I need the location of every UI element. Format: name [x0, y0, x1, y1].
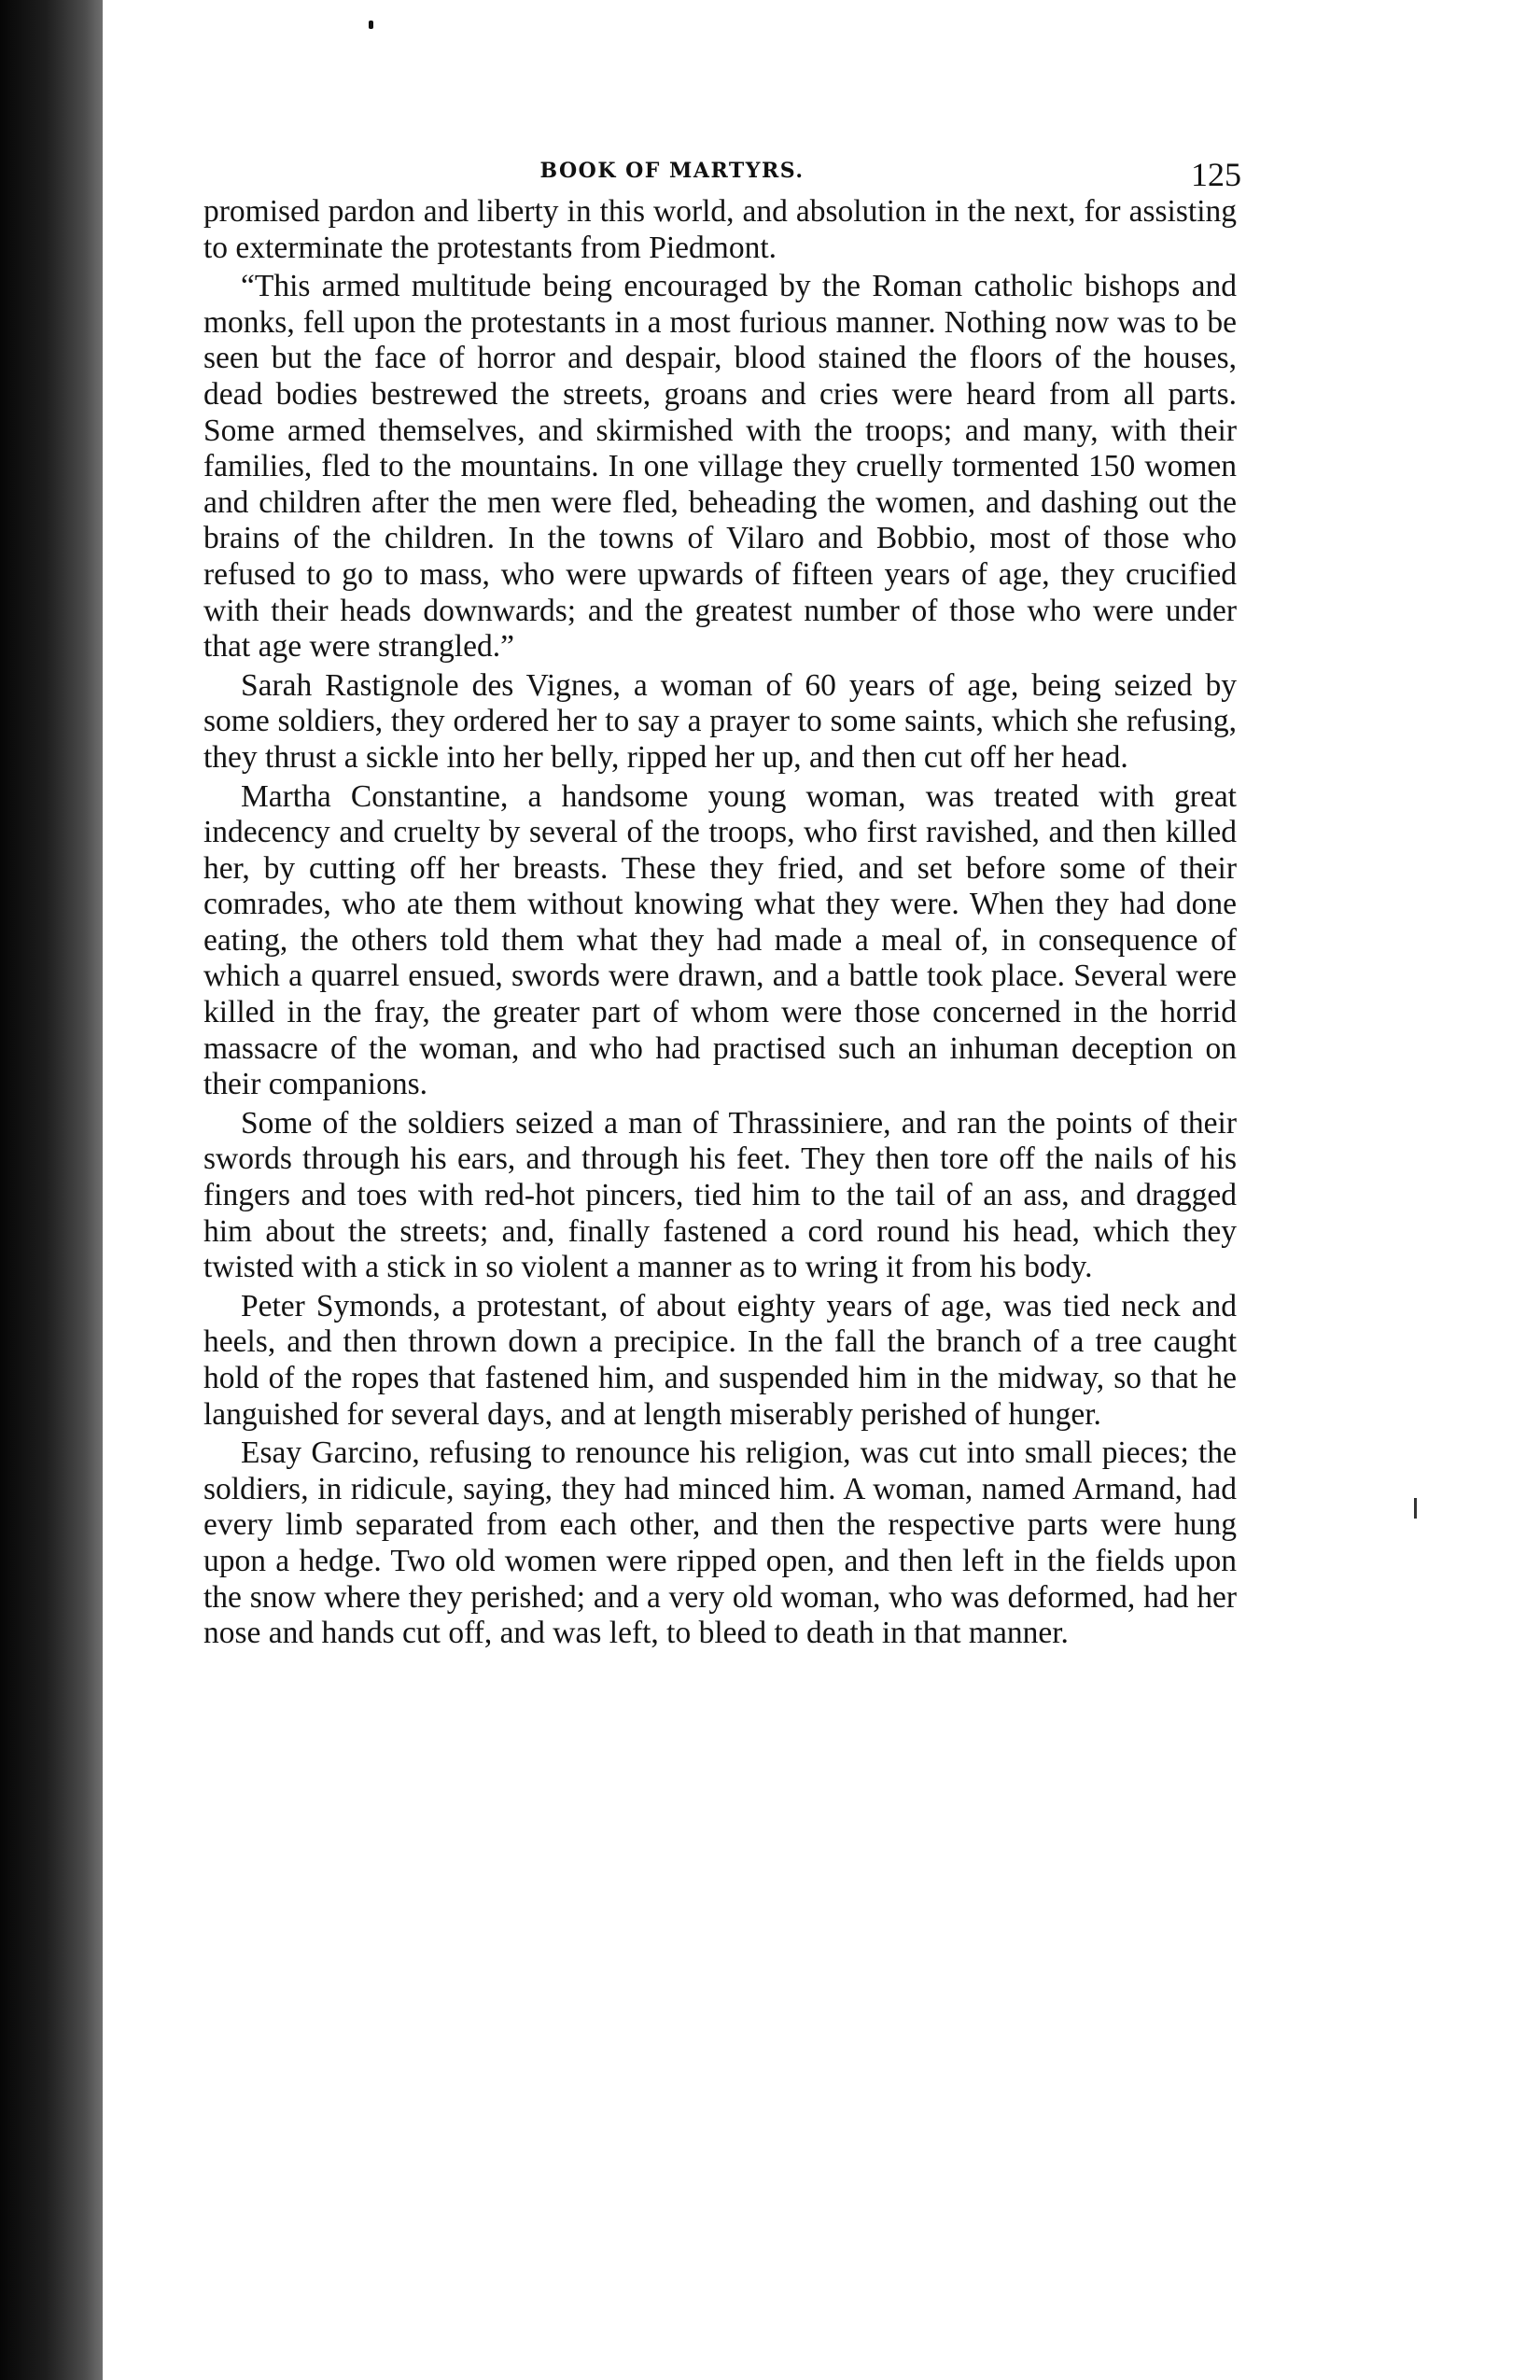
page-header [103, 156, 1241, 196]
paragraph-peter-symonds: Peter Symonds, a protestant, of about eighty years of age, was tied neck and heels, and then thrown down a precipice. In the fall the branch of a tree caught hold of the ropes that fastened him, and suspended him in the midway, so that he languished for several days, and at length miserably perished of hunger. [203, 1288, 1237, 1432]
paragraph-sarah-rastignole: Sarah Rastignole des Vignes, a woman of 60 years of age, being seized by some soldiers, they ordered her to say a prayer to some saints, which she refusing, they thrust a sickle into her belly, ripped her up, and then cut off her head. [203, 667, 1237, 775]
body-text [203, 194, 1237, 1655]
paragraph-quotation: “This armed multitude being encouraged by the Roman catholic bishops and monks, fell upon the protestants in a most furious manner. Nothing now was to be seen but the face of horror and despair, blood stained the floors of the houses, dead bodies bestrewed the streets, groans and cries were heard from all parts. Some armed themselves, and skirmished with the troops; and many, with their families, fled to the mountains. In one village they cruelly tormented 150 women and children after the men were fled, beheading the women, and dashing out the brains of the children. In the towns of Vilaro and Bobbio, most of those who refused to go to mass, who were upwards of fifteen years of age, they crucified with their heads downwards; and the greatest number of those who were under that age were strangled.” [203, 269, 1237, 665]
running-title: BOOK OF MARTYRS. [539, 159, 805, 183]
paragraph-esay-garcino: Esay Garcino, refusing to renounce his religion, was cut into small pieces; the soldiers, in ridicule, saying, they had minced him. A woman, named Armand, had every limb separated from each other, and then the respective parts were hung upon a hedge. Two old women were ripped open, and then left in the fields upon the snow where they perished; and a very old woman, who was deformed, had her nose and hands cut off, and was left, to bleed to death in that manner. [203, 1435, 1237, 1651]
paragraph-continuation: promised pardon and liberty in this world, and absolution in the next, for assisting to exterminate the protestants from Piedmont. [203, 194, 1237, 265]
scan-speck [369, 21, 373, 29]
page-number: 125 [1191, 156, 1241, 193]
paragraph-martha-constantine: Martha Constantine, a handsome young woman, was treated with great indecency and cruelty by several of the troops, who first ravished, and then killed her, by cutting off her breasts. These they fried, and set before some of their comrades, who ate them without knowing what they were. When they had done eating, the others told them what they had made a meal of, in consequence of which a quarrel ensued, swords were drawn, and a battle took place. Several were killed in the fray, the greater part of whom were those concerned in the horrid massacre of the woman, and who had practised such an inhuman deception on their companions. [203, 778, 1237, 1102]
paragraph-thrassiniere: Some of the soldiers seized a man of Thrassiniere, and ran the points of their swords through his ears, and through his feet. They then tore off the nails of his fingers and toes with red-hot pincers, tied him to the tail of an ass, and dragged him about the streets; and, finally fastened a cord round his head, which they twisted with a stick in so violent a manner as to wring it from his body. [203, 1105, 1237, 1285]
margin-mark [1414, 1498, 1417, 1519]
